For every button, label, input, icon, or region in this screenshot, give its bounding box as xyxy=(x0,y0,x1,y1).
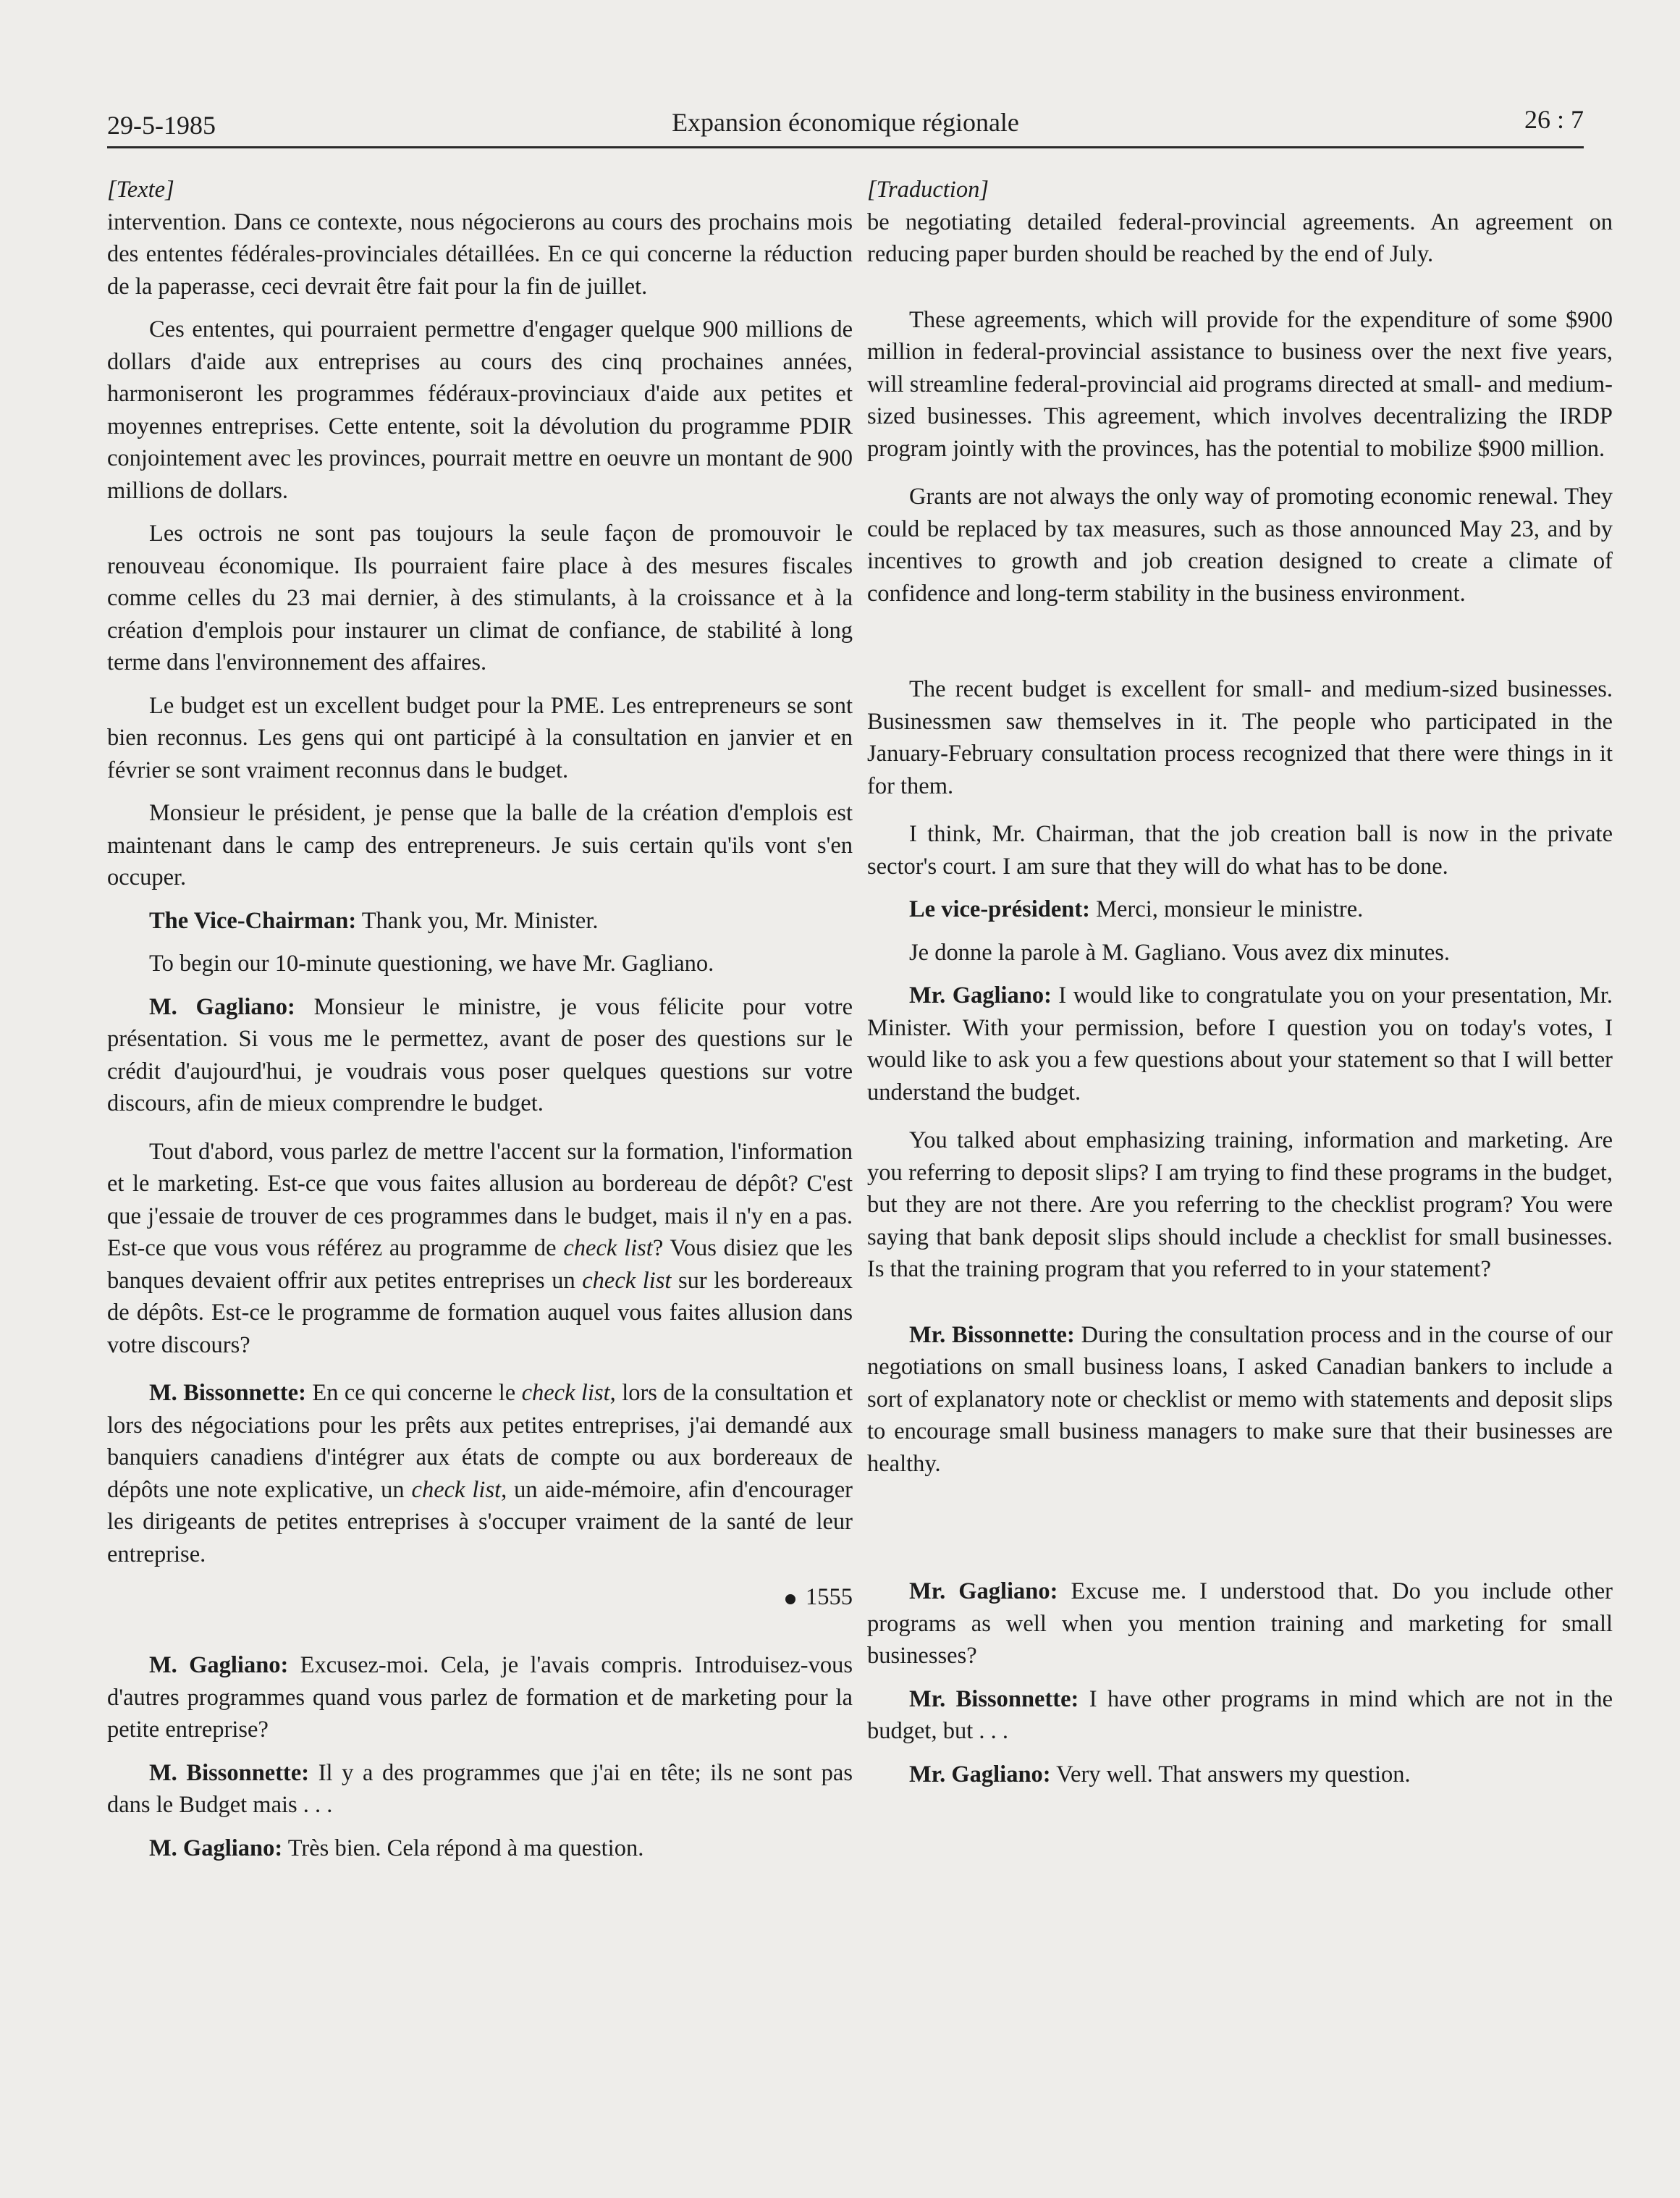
time-marker: 1555 xyxy=(107,1581,853,1613)
header-title: Expansion économique régionale xyxy=(672,108,1019,137)
paragraph: Je donne la parole à M. Gagliano. Vous avez dix minutes. xyxy=(909,939,1451,966)
speech: Mr. Bissonnette: During the consultation process and in the course of our negotiations on small business loans, I asked Canadian bankers to include a sort of explanatory note or checklist or memo with statements and deposit slips to encourage small business managers to make sure that their businesses are healthy. xyxy=(867,1321,1613,1477)
speaker-name: Mr. Gagliano: xyxy=(909,1761,1051,1788)
speaker-name: The Vice-Chairman: xyxy=(149,907,357,934)
speech: Mr. Gagliano: Very well. That answers my question. xyxy=(909,1761,1411,1788)
paragraph: intervention. Dans ce contexte, nous négocierons au cours des prochains mois des ententes fédérales-provinciales détaillées. En ce qui concerne la réduction de la paperasse, ceci devrait être fait pour la fin de juillet. xyxy=(107,209,853,300)
speaker-name: Mr. Gagliano: xyxy=(909,1578,1058,1604)
paragraph: The recent budget is excellent for small- and medium-sized businesses. Businessmen saw themselves in it. The people who participated in the January-February consultation process recognized that there were things in it for them. xyxy=(867,676,1613,799)
speech: The Vice-Chairman: Thank you, Mr. Minister. xyxy=(149,907,599,934)
speech: M. Gagliano: Monsieur le ministre, je vous félicite pour votre présentation. Si vous me le permettez, avant de poser des questions sur le crédit d'aujourd'hui, je voudrais vous poser quelques questions sur votre discours, afin de mieux comprendre le budget. xyxy=(107,993,853,1116)
speaker-name: M. Bissonnette: xyxy=(149,1759,310,1786)
paragraph: be negotiating detailed federal-provincial agreements. An agreement on reducing paper burden should be reached by the end of July. xyxy=(867,209,1613,267)
speaker-name: M. Gagliano: xyxy=(149,1652,289,1678)
right-column-english xyxy=(867,174,1613,1801)
speaker-name: Le vice-président: xyxy=(909,896,1091,922)
speaker-name: Mr. Gagliano: xyxy=(909,982,1052,1009)
speech: M. Bissonnette: Il y a des programmes que j'ai en tête; ils ne sont pas dans le Budget mais . . . xyxy=(107,1759,853,1818)
column-label-word: Traduction xyxy=(876,177,980,203)
column-label-word: Texte xyxy=(116,177,166,203)
paragraph: Ces ententes, qui pourraient permettre d'engager quelque 900 millions de dollars d'aide aux entreprises au cours des cinq prochaines années, harmoniseront les programmes fédéraux-provinciaux d'aide aux petites et moyennes entreprises. Cette entente, soit la dévolution du programme PDIR conjointement avec les provinces, pourrait mettre en oeuvre un montant de 900 millions de dollars. xyxy=(107,316,853,504)
column-label: [Traduction] xyxy=(867,177,989,203)
column-label: [Texte] xyxy=(107,177,174,203)
speaker-name: Mr. Bissonnette: xyxy=(909,1685,1079,1712)
paragraph: These agreements, which will provide for the expenditure of some $900 million in federal-provincial assistance to business over the next five years, will streamline federal-provincial aid programs directed at small- and medium-sized businesses. This agreement, which involves decentralizing the IRDP program jointly with the provinces, has the potential to mobilize $900 million. xyxy=(867,306,1613,462)
speech: Mr. Bissonnette: I have other programs in mind which are not in the budget, but . . . xyxy=(867,1685,1613,1744)
speech: M. Gagliano: Excusez-moi. Cela, je l'avais compris. Introduisez-vous d'autres programmes quand vous parlez de formation et de marketing pour la petite entreprise? xyxy=(107,1652,853,1743)
speech: Mr. Gagliano: I would like to congratulate you on your presentation, Mr. Minister. With your permission, before I question you on today's votes, I would like to ask you a few questions about your statement so that I will better understand the budget. xyxy=(867,982,1613,1106)
speaker-name: Mr. Bissonnette: xyxy=(909,1321,1075,1348)
header-date: 29-5-1985 xyxy=(107,111,216,140)
speech: M. Gagliano: Très bien. Cela répond à ma question. xyxy=(149,1835,644,1861)
paragraph: Monsieur le président, je pense que la balle de la création d'emplois est maintenant dans le camp des entrepreneurs. Je suis certain qu'ils vont s'en occuper. xyxy=(107,800,853,890)
speech: Mr. Gagliano: Excuse me. I understood that. Do you include other programs as well when you mention training and marketing for small businesses? xyxy=(867,1578,1613,1669)
speech: Le vice-président: Merci, monsieur le ministre. xyxy=(909,896,1364,922)
paragraph: Tout d'abord, vous parlez de mettre l'accent sur la formation, l'information et le marketing. Est-ce que vous faites allusion au bordereau de dépôt? C'est que j'essaie de trouver de ces programmes dans le budget, mais il n'y en a pas. Est-ce que vous vous référez au programme de check list? Vous disiez que les banques devaient offrir aux petites entreprises un check list sur les bordereaux de dépôts. Est-ce le programme de formation auquel vous faites allusion dans votre discours? xyxy=(107,1138,853,1358)
paragraph: Le budget est un excellent budget pour la PME. Les entrepreneurs se sont bien reconnus. Les gens qui ont participé à la consultation en janvier et en février se sont vraiment reconnus dans le budget. xyxy=(107,692,853,783)
paragraph: To begin our 10-minute questioning, we have Mr. Gagliano. xyxy=(149,951,714,977)
speaker-name: M. Gagliano: xyxy=(149,1835,283,1861)
header-page-number: 26 : 7 xyxy=(1524,105,1584,134)
bullet-icon xyxy=(785,1594,795,1604)
paragraph: Les octrois ne sont pas toujours la seule façon de promouvoir le renouveau économique. Ils pourraient faire place à des mesures fiscales comme celles du 23 mai dernier, à des stimulants, à la croissance et à la création d'emplois pour instaurer un climat de confiance, de stabilité à long terme dans l'environnement des affaires. xyxy=(107,521,853,675)
speech: M. Bissonnette: En ce qui concerne le check list, lors de la consultation et lors des négociations pour les prêts aux petites entreprises, j'ai demandé aux banquiers canadiens d'intégrer aux états de compte ou aux bordereaux de dépôts une note explicative, un check list, un aide-mémoire, afin d'encourager les dirigeants de petites entreprises à s'occuper vraiment de la santé de leur entreprise. xyxy=(107,1380,853,1567)
left-column-french xyxy=(107,174,853,1875)
paragraph: I think, Mr. Chairman, that the job creation ball is now in the private sector's court. I am sure that they will do what has to be done. xyxy=(867,821,1613,880)
speaker-name: M. Gagliano: xyxy=(149,993,295,1020)
paragraph: You talked about emphasizing training, information and marketing. Are you referring to deposit slips? I am trying to find these programs in the budget, but they are not there. Are you referring to the checklist program? You were saying that bank deposit slips should include a checklist for small businesses. Is that the training program that you referred to in your statement? xyxy=(867,1127,1613,1282)
running-head xyxy=(107,101,1584,148)
speaker-name: M. Bissonnette: xyxy=(149,1380,306,1406)
paragraph: Grants are not always the only way of promoting economic renewal. They could be replaced by tax measures, such as those announced May 23, and by incentives to growth and job creation designed to create a climate of confidence and long-term stability in the business environment. xyxy=(867,484,1613,607)
